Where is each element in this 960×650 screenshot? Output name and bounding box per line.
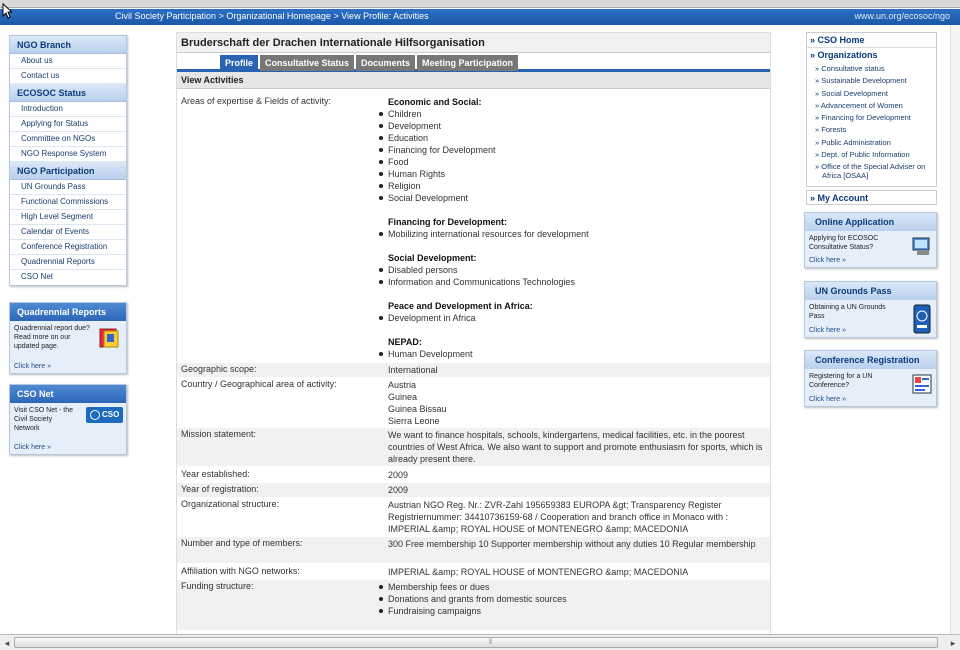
grip-icon: ⦀ xyxy=(489,639,493,646)
conference-registration-promo[interactable] xyxy=(804,350,937,407)
nav-item-label: Public Administration xyxy=(821,137,891,147)
nav-item-contact-us[interactable]: Contact us xyxy=(10,69,126,84)
country-item: Guinea xyxy=(388,392,418,402)
nav-item-advancement-of-women[interactable]: » Advancement of Women xyxy=(815,100,903,110)
area-group-title: Social Development: xyxy=(388,253,477,263)
tab-meeting-participation[interactable]: Meeting Participation xyxy=(417,55,518,71)
areas-list xyxy=(388,96,766,360)
click-here-link[interactable]: Click here » xyxy=(809,327,846,334)
area-title: Peace and Development in Africa xyxy=(388,301,530,311)
promo-title: CSO Net xyxy=(10,385,126,403)
list-item: Children xyxy=(388,108,766,120)
field-label: Year of registration: xyxy=(181,484,259,494)
promo-title: Conference Registration xyxy=(805,351,936,369)
nav-item-functional-commissions[interactable]: Functional Commissions xyxy=(10,195,126,210)
area-title: Economic and Social xyxy=(388,97,479,107)
report-book-icon xyxy=(98,327,122,349)
promo-text: Visit CSO Net - the Civil Society Network xyxy=(14,407,74,432)
breadcrumb xyxy=(115,11,429,21)
funding-list xyxy=(388,581,766,617)
nav-item-social-development[interactable]: » Social Development xyxy=(815,88,888,98)
quadrennial-reports-promo[interactable] xyxy=(9,302,127,374)
nav-item-label: Financing for Development xyxy=(821,113,911,123)
promo-title: Quadrennial Reports xyxy=(10,303,126,321)
online-application-promo[interactable] xyxy=(804,212,937,268)
row-areas-of-expertise xyxy=(177,95,771,361)
list-item: Development in Africa xyxy=(388,312,766,324)
nav-item-dept-public-information[interactable]: » Dept. of Public Information xyxy=(815,150,910,160)
promo-text: Registering for a UN Conference? xyxy=(809,373,873,389)
organization-name: Bruderschaft der Drachen Internationale Hilfsorganisation xyxy=(177,33,770,53)
nav-item-conference-registration[interactable]: Conference Registration xyxy=(10,240,126,255)
row-members xyxy=(177,537,771,563)
site-header xyxy=(0,9,960,25)
list-item: Mobilizing international resources for development xyxy=(388,228,766,240)
cso-logo-text: CSO xyxy=(102,410,120,419)
field-label: Geographic scope: xyxy=(181,364,257,374)
area-group-title: Financing for Development: xyxy=(388,217,508,227)
nav-organizations[interactable]: » Organizations xyxy=(810,50,878,60)
field-label: Mission statement: xyxy=(181,429,257,439)
nav-item-label: Forests xyxy=(821,125,847,135)
list-item: Religion xyxy=(388,180,766,192)
scroll-left-icon[interactable]: ◂ xyxy=(4,638,10,648)
computer-icon xyxy=(911,235,933,257)
section-title: View Activities xyxy=(177,72,770,89)
field-label: Year established: xyxy=(181,469,250,479)
breadcrumb-link[interactable]: Organizational Homepage xyxy=(226,11,331,21)
breadcrumb-separator: > xyxy=(333,11,339,21)
list-item: Donations and grants from domestic sources xyxy=(388,593,766,605)
list-item: Financing for Development xyxy=(388,144,766,156)
country-item: Austria xyxy=(388,380,417,390)
promo-title: UN Grounds Pass xyxy=(805,282,936,300)
breadcrumb-separator: > xyxy=(218,11,224,21)
nav-item-ngo-response-system[interactable]: NGO Response System xyxy=(10,147,126,162)
list-item: Membership fees or dues xyxy=(388,581,766,593)
list-item: Information and Communications Technologies xyxy=(388,276,766,288)
promo-text: Applying for ECOSOC Consultative Status? xyxy=(809,235,879,251)
un-emblem-icon xyxy=(90,410,100,420)
row-geographic-scope xyxy=(177,363,771,377)
country-list xyxy=(388,379,766,427)
area-title: Financing for Development xyxy=(388,217,505,227)
row-mission-statement xyxy=(177,428,771,466)
list-item: Human Rights xyxy=(388,168,766,180)
scrollbar-thumb[interactable] xyxy=(14,637,938,648)
nav-item-consultative-status[interactable]: » Consultative status xyxy=(815,64,885,73)
country-item: Guinea Bissau xyxy=(388,404,447,414)
nav-item-label: Advancement of Women xyxy=(820,100,903,110)
field-label: Country / Geographical area of activity: xyxy=(181,379,337,389)
nav-item-sustainable-development[interactable]: » Sustainable Development xyxy=(815,76,907,86)
nav-item-label: Sustainable Development xyxy=(821,76,907,86)
field-value: 2009 xyxy=(388,485,409,495)
nav-item-label: Social Development xyxy=(821,88,888,98)
row-organizational-structure xyxy=(177,498,771,536)
nav-item-committee-on-ngos[interactable]: Committee on NGOs xyxy=(10,132,126,147)
field-label: Funding structure: xyxy=(181,581,254,591)
row-affiliation xyxy=(177,565,771,579)
field-value: International xyxy=(388,365,438,375)
nav-item-introduction[interactable]: Introduction xyxy=(10,102,126,117)
row-year-registration xyxy=(177,483,771,497)
field-label: Number and type of members: xyxy=(181,538,303,548)
promo-text: Quadrennial report due? Read more on our updated page. xyxy=(14,325,90,350)
row-funding-structure xyxy=(177,580,771,630)
area-title: Social Development xyxy=(388,253,474,263)
list-item: Social Development xyxy=(388,192,766,204)
nav-cso-home[interactable]: » CSO Home xyxy=(807,33,936,48)
nav-item-calendar-of-events[interactable]: Calendar of Events xyxy=(10,225,126,240)
nav-item-financing-for-development[interactable]: » Financing for Development xyxy=(815,113,911,123)
cso-net-logo xyxy=(86,407,123,423)
field-value: IMPERIAL &amp; ROYAL HOUSE of MONTENEGRO &amp; MACEDONIA xyxy=(388,567,689,577)
nav-item-applying-for-status[interactable]: Applying for Status xyxy=(10,117,126,132)
click-here-link[interactable]: Click here » xyxy=(14,444,51,451)
nav-heading-ecosoc-status[interactable]: ECOSOC Status xyxy=(10,84,126,102)
nav-item-label: Office of the Special Adviser on Africa [OSAA] xyxy=(821,162,926,181)
nav-item-osaa[interactable]: » Office of the Special Adviser on Africa [OSAA] xyxy=(815,162,926,181)
field-value: Austrian NGO Reg. Nr.: ZVR-Zahl 195659383 EUROPA &gt; Transparency Register Registriernummer: 34410736159-68 / Cooperation and branch office in Monaco with : IMPERIAL &amp; ROYAL HOUSE of MONTENEGRO &amp; MACEDONIA xyxy=(388,500,729,534)
area-title: NEPAD xyxy=(388,337,419,347)
profile-tabs xyxy=(177,53,770,72)
list-item: Disabled persons xyxy=(388,264,766,276)
field-label: Organizational structure: xyxy=(181,499,280,509)
country-item: Sierra Leone xyxy=(388,416,440,426)
list-item: Food xyxy=(388,156,766,168)
site-url[interactable]: www.un.org/ecosoc/ngo xyxy=(854,11,950,21)
cso-net-promo[interactable] xyxy=(9,384,127,455)
area-group-title: NEPAD: xyxy=(388,337,422,347)
scroll-right-icon[interactable]: ▸ xyxy=(950,638,956,648)
left-nav xyxy=(9,35,127,286)
row-country-area xyxy=(177,378,771,427)
nav-heading-ngo-branch[interactable]: NGO Branch xyxy=(10,36,126,54)
nav-item-un-grounds-pass[interactable]: UN Grounds Pass xyxy=(10,180,126,195)
tab-consultative-status[interactable]: Consultative Status xyxy=(260,55,354,71)
nav-my-account[interactable]: » My Account xyxy=(806,190,937,205)
horizontal-scrollbar[interactable] xyxy=(0,634,960,650)
promo-text: Obtaining a UN Grounds Pass xyxy=(809,304,886,320)
registration-form-icon xyxy=(911,373,933,395)
list-item: Development xyxy=(388,120,766,132)
main-panel xyxy=(176,32,771,636)
row-year-established xyxy=(177,468,771,482)
nav-item-label: Dept. of Public Information xyxy=(821,150,910,160)
mouse-pointer-icon xyxy=(2,3,12,19)
field-value: We want to finance hospitals, schools, kindergartens, medical facilities, etc. in the poorest countries of West Africa. We also want to support and promote enthusiasm for sports, which is already present there. xyxy=(388,430,763,464)
nav-item-forests[interactable]: » Forests xyxy=(815,125,847,135)
breadcrumb-link[interactable]: Civil Society Participation xyxy=(115,11,217,21)
list-item: Fundraising campaigns xyxy=(388,605,766,617)
tab-profile[interactable]: Profile xyxy=(220,55,258,71)
nav-item-cso-net[interactable]: CSO Net xyxy=(21,272,54,281)
nav-item-public-administration[interactable]: » Public Administration xyxy=(815,137,891,147)
field-label: Affiliation with NGO networks: xyxy=(181,566,300,576)
list-item: Education xyxy=(388,132,766,144)
click-here-link[interactable]: Click here » xyxy=(14,363,51,370)
field-label: Areas of expertise & Fields of activity: xyxy=(181,96,332,106)
list-item: Human Development xyxy=(388,348,766,360)
field-value: 300 Free membership 10 Supporter membership without any duties 10 Regular membership xyxy=(388,539,756,549)
promo-title: Online Application xyxy=(805,213,936,231)
nav-item-label: Consultative status xyxy=(821,64,885,73)
vertical-scrollbar[interactable] xyxy=(950,25,960,634)
click-here-link[interactable]: Click here » xyxy=(809,396,846,403)
nav-item-high-level-segment[interactable]: High Level Segment xyxy=(10,210,126,225)
click-here-link[interactable]: Click here » xyxy=(809,257,846,264)
breadcrumb-current: View Profile: Activities xyxy=(341,11,429,21)
browser-top-strip xyxy=(0,0,960,8)
tab-documents[interactable]: Documents xyxy=(356,55,415,71)
un-grounds-pass-promo[interactable] xyxy=(804,281,937,338)
right-nav xyxy=(806,32,937,187)
field-value: 2009 xyxy=(388,470,409,480)
id-badge-icon xyxy=(913,304,931,334)
nav-item-about-us[interactable]: About us xyxy=(10,54,126,69)
area-group-title: Peace and Development in Africa: xyxy=(388,301,533,311)
area-group-title: Economic and Social: xyxy=(388,97,482,107)
nav-item-quadrennial-reports[interactable]: Quadrennial Reports xyxy=(10,255,126,270)
nav-heading-ngo-participation[interactable]: NGO Participation xyxy=(10,162,126,180)
